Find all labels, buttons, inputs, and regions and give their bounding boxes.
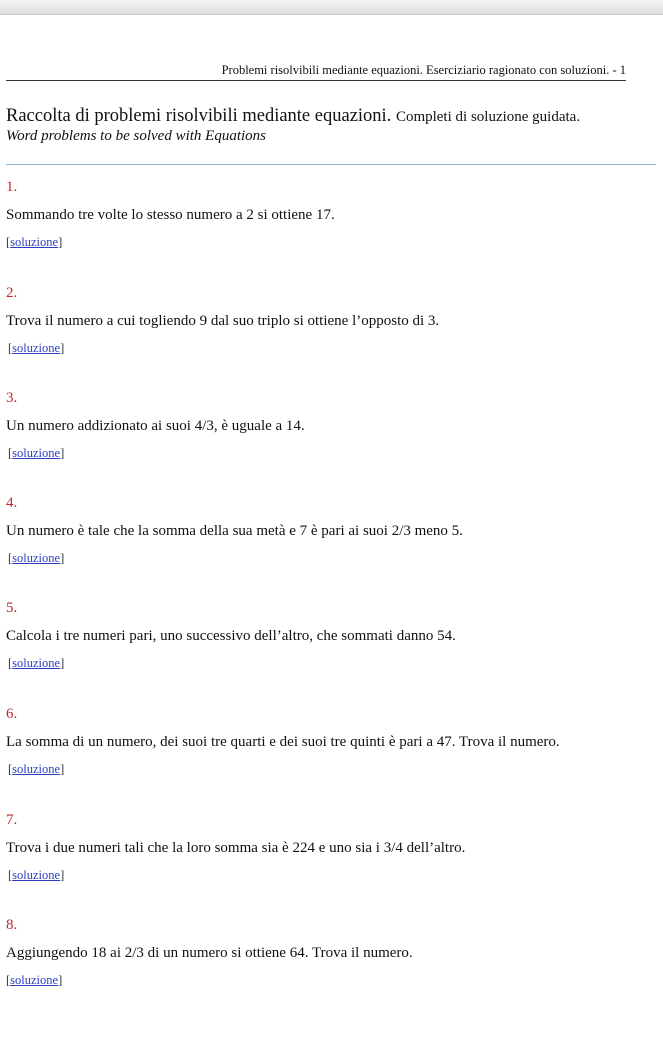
bracket-open: [ <box>8 446 13 460</box>
problem-number: 5. <box>6 600 18 616</box>
bracket-close: ] <box>60 656 65 670</box>
viewer-top-bar <box>0 0 663 15</box>
bracket-open: [ <box>6 235 11 249</box>
problem-5 <box>6 599 656 671</box>
bracket-open: [ <box>8 762 13 776</box>
bracket-open: [ <box>8 551 13 565</box>
solution-link[interactable]: soluzione <box>12 656 61 670</box>
solution-link[interactable]: soluzione <box>12 551 61 565</box>
title-english: Word problems to be solved with Equations <box>6 128 266 144</box>
bracket-close: ] <box>60 446 65 460</box>
bracket-close: ] <box>60 341 65 355</box>
title-subtitle: Completi di soluzione guidata. <box>395 109 581 125</box>
bracket-close: ] <box>60 551 65 565</box>
problem-number: 7. <box>6 812 18 828</box>
problem-6 <box>6 705 656 777</box>
solution-link[interactable]: soluzione <box>12 762 61 776</box>
bracket-close: ] <box>60 868 65 882</box>
solution-link-wrapper <box>6 340 656 356</box>
problem-text: Calcola i tre numeri pari, uno successivo dell’altro, che sommati danno 54. <box>6 628 456 644</box>
solution-link-wrapper <box>6 445 656 461</box>
solution-link-wrapper <box>6 655 656 671</box>
title-main: Raccolta di problemi risolvibili mediante equazioni. <box>6 106 392 126</box>
bracket-close: ] <box>60 762 65 776</box>
problem-number: 1. <box>6 179 18 195</box>
solution-link[interactable]: soluzione <box>10 235 59 249</box>
problem-text: Trova i due numeri tali che la loro somma sia è 224 e uno sia i 3/4 dell’altro. <box>6 840 466 856</box>
bracket-close: ] <box>58 973 63 987</box>
solution-link-wrapper <box>6 761 656 777</box>
problem-2 <box>6 284 656 356</box>
running-header-text: Problemi risolvibili mediante equazioni. Eserciziario ragionato con soluzioni. - 1 <box>221 63 626 77</box>
solution-link[interactable]: soluzione <box>12 446 61 460</box>
bracket-close: ] <box>58 235 63 249</box>
problem-text: La somma di un numero, dei suoi tre quarti e dei suoi tre quinti è pari a 47. Trova il numero. <box>6 734 560 750</box>
solution-link-wrapper <box>6 867 656 883</box>
bracket-open: [ <box>8 341 13 355</box>
solution-link-wrapper <box>6 550 656 566</box>
problem-7 <box>6 811 656 883</box>
running-header <box>6 62 626 81</box>
problem-number: 3. <box>6 390 18 406</box>
problem-1 <box>6 178 656 250</box>
solution-link-wrapper <box>6 234 656 250</box>
title-divider <box>6 164 656 165</box>
document-title <box>6 106 656 127</box>
solution-link[interactable]: soluzione <box>12 868 61 882</box>
bracket-open: [ <box>6 973 11 987</box>
problem-text: Sommando tre volte lo stesso numero a 2 si ottiene 17. <box>6 207 335 223</box>
problem-text: Un numero addizionato ai suoi 4/3, è uguale a 14. <box>6 418 305 434</box>
problem-text: Trova il numero a cui togliendo 9 dal suo triplo si ottiene l’opposto di 3. <box>6 313 440 329</box>
problem-number: 2. <box>6 285 18 301</box>
solution-link[interactable]: soluzione <box>10 973 59 987</box>
solution-link[interactable]: soluzione <box>12 341 61 355</box>
bracket-open: [ <box>8 868 13 882</box>
document-title-block <box>6 106 656 144</box>
problem-3 <box>6 389 656 461</box>
problem-number: 6. <box>6 706 18 722</box>
problem-number: 8. <box>6 917 18 933</box>
problem-text: Aggiungendo 18 ai 2/3 di un numero si ottiene 64. Trova il numero. <box>6 945 413 961</box>
problem-8 <box>6 916 656 988</box>
problem-number: 4. <box>6 495 18 511</box>
problem-4 <box>6 494 656 566</box>
solution-link-wrapper <box>6 972 656 988</box>
problem-text: Un numero è tale che la somma della sua metà e 7 è pari ai suoi 2/3 meno 5. <box>6 523 463 539</box>
bracket-open: [ <box>8 656 13 670</box>
